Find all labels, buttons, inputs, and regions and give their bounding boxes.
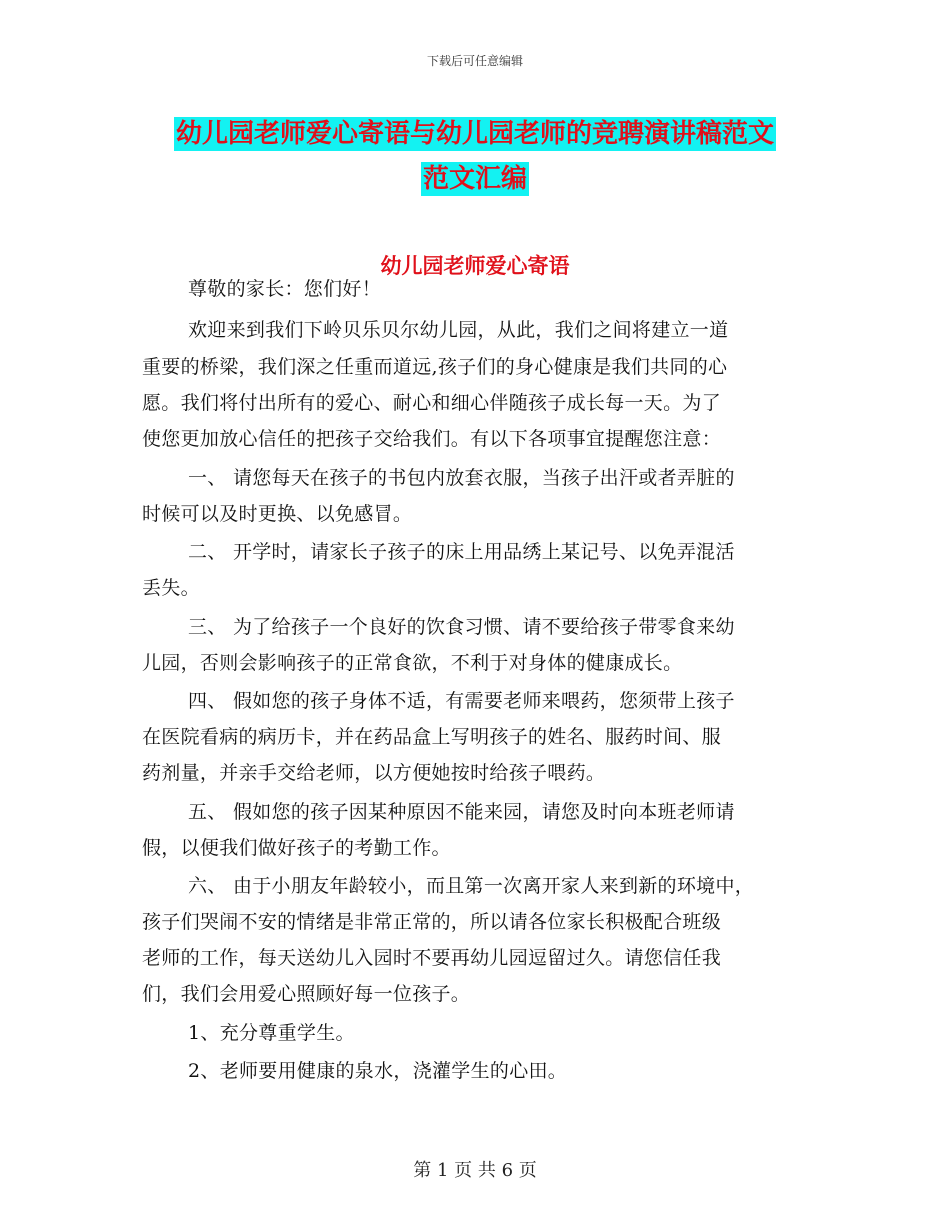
body-line: 使您更加放心信任的把孩子交给我们。有以下各项事宜提醒您注意： <box>142 428 722 450</box>
document-title-line-2 <box>0 158 950 195</box>
body-line: 们，我们会用爱心照顾好每一位孩子。 <box>142 983 471 1005</box>
document-title-line-1 <box>0 113 950 150</box>
body-line: 药剂量，并亲手交给老师，以方便她按时给孩子喂药。 <box>142 762 606 784</box>
page-footer: 第 1 页 共 6 页 <box>413 1160 537 1181</box>
body-line: 愿。我们将付出所有的爱心、耐心和细心伴随孩子成长每一天。为了 <box>142 392 722 414</box>
body-line: 时候可以及时更换、以免感冒。 <box>142 503 413 525</box>
body-line: 1、充分尊重学生。 <box>188 1022 355 1044</box>
body-line: 欢迎来到我们下岭贝乐贝尔幼儿园，从此，我们之间将建立一道 <box>188 319 729 341</box>
body-line: 四、 假如您的孩子身体不适，有需要老师来喂药，您须带上孩子 <box>188 690 735 712</box>
body-line: 六、 由于小朋友年龄较小，而且第一次离开家人来到新的环境中， <box>188 875 755 897</box>
section-title: 幼儿园老师爱心寄语 <box>380 254 570 278</box>
title-highlight-1: 幼儿园老师爱心寄语与幼儿园老师的竞聘演讲稿范文 <box>175 119 774 149</box>
body-line: 儿园，否则会影响孩子的正常食欲，不利于对身体的健康成长。 <box>142 652 683 674</box>
body-line: 在医院看病的病历卡，并在药品盒上写明孩子的姓名、服药时间、服 <box>142 726 722 748</box>
body-line: 丢失。 <box>142 577 200 599</box>
body-line: 三、 为了给孩子一个良好的饮食习惯、请不要给孩子带零食来幼 <box>188 616 735 638</box>
title-highlight-2: 范文汇编 <box>422 164 527 194</box>
body-line: 尊敬的家长：您们好！ <box>188 278 382 300</box>
body-line: 五、 假如您的孩子因某种原因不能来园，请您及时向本班老师请 <box>188 801 735 823</box>
body-line: 重要的桥梁，我们深之任重而道远,孩子们的身心健康是我们共同的心 <box>142 356 728 378</box>
body-line: 2、老师要用健康的泉水，浇灌学生的心田。 <box>188 1060 568 1082</box>
body-line: 孩子们哭闹不安的情绪是非常正常的，所以请各位家长积极配合班级 <box>142 911 722 933</box>
body-line: 老师的工作，每天送幼儿入园时不要再幼儿园逗留过久。请您信任我 <box>142 947 722 969</box>
header-note: 下载后可任意编辑 <box>426 54 523 68</box>
body-line: 一、 请您每天在孩子的书包内放套衣服，当孩子出汗或者弄脏的 <box>188 467 735 489</box>
body-line: 假，以便我们做好孩子的考勤工作。 <box>142 837 451 859</box>
body-line: 二、 开学时，请家长子孩子的床上用品绣上某记号、以免弄混活 <box>188 541 735 563</box>
